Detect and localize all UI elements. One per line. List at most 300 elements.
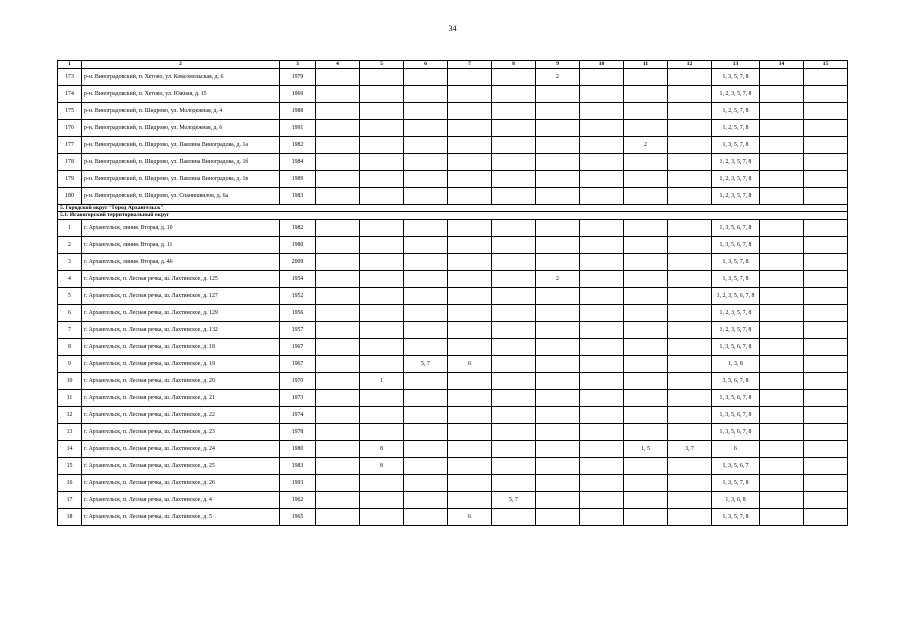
- col9-cell: [536, 137, 580, 154]
- year-cell: 1952: [280, 287, 316, 304]
- col13-cell: 1, 2, 3, 5, 7, 8: [712, 188, 760, 205]
- col9-cell: [536, 372, 580, 389]
- col14-cell: [760, 389, 804, 406]
- col15-cell: [804, 406, 848, 423]
- col6-cell: [404, 423, 448, 440]
- col13-cell: 1, 2, 3, 5, 6, 7, 8: [712, 287, 760, 304]
- row-number-cell: 18: [58, 508, 82, 525]
- col12-cell: [668, 137, 712, 154]
- col14-cell: [760, 491, 804, 508]
- col11-cell: [624, 219, 668, 236]
- table-row: [58, 304, 848, 321]
- row-number-cell: 176: [58, 120, 82, 137]
- col8-cell: [492, 440, 536, 457]
- col10-cell: [580, 219, 624, 236]
- col7-cell: [448, 270, 492, 287]
- col15-cell: [804, 137, 848, 154]
- table-row: [58, 474, 848, 491]
- table-row: [58, 103, 848, 120]
- col12-cell: [668, 338, 712, 355]
- col4-cell: [316, 321, 360, 338]
- col8-cell: [492, 86, 536, 103]
- header-cell: 12: [668, 61, 712, 69]
- col9-cell: [536, 287, 580, 304]
- row-number-cell: 8: [58, 338, 82, 355]
- col5-cell: [360, 304, 404, 321]
- col15-cell: [804, 253, 848, 270]
- year-cell: 1984: [280, 154, 316, 171]
- col4-cell: [316, 120, 360, 137]
- table-row: [58, 423, 848, 440]
- col11-cell: [624, 86, 668, 103]
- col13-cell: 1, 3, 5, 6, 7, 8: [712, 338, 760, 355]
- col8-cell: [492, 474, 536, 491]
- col15-cell: [804, 287, 848, 304]
- row-number-cell: 5: [58, 287, 82, 304]
- col9-cell: [536, 457, 580, 474]
- subsection-heading-label: 5.1. Исакогорский территориальный округ: [58, 212, 848, 219]
- col12-cell: [668, 508, 712, 525]
- col11-cell: 2: [624, 137, 668, 154]
- year-cell: 1978: [280, 423, 316, 440]
- table-row: [58, 457, 848, 474]
- table-row: [58, 355, 848, 372]
- col6-cell: [404, 508, 448, 525]
- col13-cell: 1, 3, 5, 6, 7, 8: [712, 423, 760, 440]
- col7-cell: [448, 120, 492, 137]
- col14-cell: [760, 372, 804, 389]
- table-row: [58, 406, 848, 423]
- col9-cell: [536, 491, 580, 508]
- col10-cell: [580, 321, 624, 338]
- col11-cell: [624, 270, 668, 287]
- col7-cell: [448, 253, 492, 270]
- col14-cell: [760, 304, 804, 321]
- col11-cell: [624, 154, 668, 171]
- page-number: 34: [448, 24, 457, 33]
- col9-cell: [536, 389, 580, 406]
- col14-cell: [760, 253, 804, 270]
- col6-cell: [404, 171, 448, 188]
- col11-cell: [624, 253, 668, 270]
- table-row: [58, 287, 848, 304]
- row-number-cell: 17: [58, 491, 82, 508]
- col14-cell: [760, 508, 804, 525]
- col10-cell: [580, 355, 624, 372]
- col14-cell: [760, 219, 804, 236]
- col6-cell: [404, 440, 448, 457]
- col5-cell: [360, 86, 404, 103]
- col6-cell: [404, 86, 448, 103]
- col15-cell: [804, 440, 848, 457]
- col4-cell: [316, 69, 360, 86]
- col12-cell: [668, 171, 712, 188]
- col15-cell: [804, 491, 848, 508]
- col12-cell: [668, 86, 712, 103]
- header-cell: 13: [712, 61, 760, 69]
- col10-cell: [580, 120, 624, 137]
- header-cell: 9: [536, 61, 580, 69]
- col13-cell: 1, 3, 5, 7, 8: [712, 69, 760, 86]
- col8-cell: [492, 219, 536, 236]
- col9-cell: [536, 304, 580, 321]
- col8-cell: [492, 304, 536, 321]
- col13-cell: 3, 5, 6, 7, 8: [712, 372, 760, 389]
- col15-cell: [804, 355, 848, 372]
- col10-cell: [580, 137, 624, 154]
- col13-cell: 1, 3, 5, 6, 7, 8: [712, 406, 760, 423]
- col7-cell: [448, 440, 492, 457]
- year-cell: 1974: [280, 406, 316, 423]
- col9-cell: [536, 103, 580, 120]
- col9-cell: [536, 508, 580, 525]
- col11-cell: [624, 304, 668, 321]
- address-cell: р-н. Виноградовский, п. Шидрово, ул. Спанишвилов, д. 6а: [82, 188, 280, 205]
- col15-cell: [804, 188, 848, 205]
- table-row: [58, 188, 848, 205]
- col11-cell: [624, 389, 668, 406]
- col6-cell: [404, 236, 448, 253]
- col10-cell: [580, 440, 624, 457]
- header-cell: 7: [448, 61, 492, 69]
- row-number-cell: 179: [58, 171, 82, 188]
- row-number-cell: 177: [58, 137, 82, 154]
- col12-cell: [668, 304, 712, 321]
- col15-cell: [804, 171, 848, 188]
- col9-cell: [536, 321, 580, 338]
- col9-cell: [536, 219, 580, 236]
- header-cell: 11: [624, 61, 668, 69]
- col12-cell: [668, 355, 712, 372]
- col7-cell: [448, 154, 492, 171]
- address-cell: г. Архангельск, линия. Вторая, д. 10: [82, 219, 280, 236]
- header-cell: 8: [492, 61, 536, 69]
- col5-cell: [360, 120, 404, 137]
- table-row: [58, 69, 848, 86]
- col7-cell: [448, 389, 492, 406]
- table-row: [58, 120, 848, 137]
- col15-cell: [804, 69, 848, 86]
- col8-cell: [492, 188, 536, 205]
- address-cell: г. Архангельск, п. Лесная речка, ш. Лахтинское, д. 125: [82, 270, 280, 287]
- col4-cell: [316, 253, 360, 270]
- col4-cell: [316, 270, 360, 287]
- col10-cell: [580, 372, 624, 389]
- col9-cell: [536, 440, 580, 457]
- col14-cell: [760, 103, 804, 120]
- col4-cell: [316, 508, 360, 525]
- table-header-row: [58, 61, 848, 69]
- col13-cell: 1, 3, 5, 6, 7, 8: [712, 389, 760, 406]
- col5-cell: 8: [360, 457, 404, 474]
- col12-cell: [668, 423, 712, 440]
- col12-cell: [668, 188, 712, 205]
- address-cell: г. Архангельск, п. Лесная речка, ш. Лахтинское, д. 132: [82, 321, 280, 338]
- col6-cell: [404, 137, 448, 154]
- col11-cell: [624, 188, 668, 205]
- year-cell: 1957: [280, 321, 316, 338]
- year-cell: 1965: [280, 508, 316, 525]
- col8-cell: [492, 372, 536, 389]
- col11-cell: 1, 5: [624, 440, 668, 457]
- col6-cell: [404, 154, 448, 171]
- col7-cell: [448, 69, 492, 86]
- col8-cell: [492, 508, 536, 525]
- col11-cell: [624, 171, 668, 188]
- col9-cell: [536, 86, 580, 103]
- col9-cell: [536, 171, 580, 188]
- col7-cell: [448, 423, 492, 440]
- col14-cell: [760, 406, 804, 423]
- col8-cell: [492, 171, 536, 188]
- col13-cell: 1, 2, 5, 7, 8: [712, 120, 760, 137]
- col13-cell: 1, 3, 5, 6, 7, 8: [712, 236, 760, 253]
- year-cell: 1989: [280, 171, 316, 188]
- address-cell: р-н. Виноградовский, п. Шидрово, ул. Павлина Виноградова, д. 1а: [82, 137, 280, 154]
- row-number-cell: 6: [58, 304, 82, 321]
- col4-cell: [316, 304, 360, 321]
- col10-cell: [580, 338, 624, 355]
- col10-cell: [580, 491, 624, 508]
- col4-cell: [316, 406, 360, 423]
- col8-cell: [492, 389, 536, 406]
- address-cell: г. Архангельск, линия. Вторая, д. 11: [82, 236, 280, 253]
- year-cell: 1967: [280, 355, 316, 372]
- col5-cell: [360, 154, 404, 171]
- col9-cell: 2: [536, 69, 580, 86]
- header-cell: 6: [404, 61, 448, 69]
- col8-cell: [492, 270, 536, 287]
- col15-cell: [804, 304, 848, 321]
- row-number-cell: 11: [58, 389, 82, 406]
- table-row: [58, 389, 848, 406]
- col5-cell: [360, 69, 404, 86]
- col15-cell: [804, 219, 848, 236]
- col6-cell: [404, 270, 448, 287]
- year-cell: 1988: [280, 103, 316, 120]
- col10-cell: [580, 253, 624, 270]
- year-cell: 1962: [280, 491, 316, 508]
- header-cell: 10: [580, 61, 624, 69]
- col15-cell: [804, 474, 848, 491]
- col10-cell: [580, 287, 624, 304]
- col7-cell: 6: [448, 508, 492, 525]
- col4-cell: [316, 338, 360, 355]
- col11-cell: [624, 491, 668, 508]
- col6-cell: [404, 406, 448, 423]
- col10-cell: [580, 474, 624, 491]
- address-cell: г. Архангельск, п. Лесная речка, ш. Лахтинское, д. 23: [82, 423, 280, 440]
- col13-cell: 1, 3, 5, 7, 8: [712, 137, 760, 154]
- col14-cell: [760, 440, 804, 457]
- col5-cell: [360, 338, 404, 355]
- col9-cell: [536, 120, 580, 137]
- col7-cell: 6: [448, 355, 492, 372]
- col9-cell: [536, 154, 580, 171]
- col7-cell: [448, 304, 492, 321]
- header-cell: 1: [58, 61, 82, 69]
- col11-cell: [624, 406, 668, 423]
- col5-cell: [360, 406, 404, 423]
- col8-cell: [492, 423, 536, 440]
- col10-cell: [580, 389, 624, 406]
- table-row: [58, 86, 848, 103]
- col5-cell: [360, 236, 404, 253]
- col11-cell: [624, 69, 668, 86]
- col5-cell: [360, 137, 404, 154]
- col6-cell: [404, 491, 448, 508]
- address-cell: р-н. Виноградовский, п. Хетово, ул. Комсомольская, д. 6: [82, 69, 280, 86]
- year-cell: 1979: [280, 69, 316, 86]
- col4-cell: [316, 491, 360, 508]
- address-cell: г. Архангельск, п. Лесная речка, ш. Лахтинское, д. 22: [82, 406, 280, 423]
- col15-cell: [804, 103, 848, 120]
- col4-cell: [316, 103, 360, 120]
- col15-cell: [804, 508, 848, 525]
- col13-cell: 1, 3, 5, 6, 7, 8: [712, 219, 760, 236]
- col4-cell: [316, 86, 360, 103]
- year-cell: 2009: [280, 253, 316, 270]
- col14-cell: [760, 137, 804, 154]
- col11-cell: [624, 508, 668, 525]
- col4-cell: [316, 154, 360, 171]
- col4-cell: [316, 219, 360, 236]
- col15-cell: [804, 270, 848, 287]
- year-cell: 1969: [280, 86, 316, 103]
- year-cell: 1982: [280, 219, 316, 236]
- col14-cell: [760, 154, 804, 171]
- table-row: [58, 236, 848, 253]
- col6-cell: [404, 253, 448, 270]
- col14-cell: [760, 321, 804, 338]
- col7-cell: [448, 219, 492, 236]
- table-row: [58, 321, 848, 338]
- col8-cell: [492, 355, 536, 372]
- col14-cell: [760, 287, 804, 304]
- year-cell: 1970: [280, 372, 316, 389]
- col7-cell: [448, 372, 492, 389]
- col9-cell: 2: [536, 270, 580, 287]
- col5-cell: [360, 219, 404, 236]
- col6-cell: [404, 304, 448, 321]
- col7-cell: [448, 474, 492, 491]
- col5-cell: [360, 188, 404, 205]
- col14-cell: [760, 188, 804, 205]
- address-cell: г. Архангельск, п. Лесная речка, ш. Лахтинское, д. 24: [82, 440, 280, 457]
- col13-cell: 1, 3, 5, 7, 8: [712, 270, 760, 287]
- col6-cell: [404, 457, 448, 474]
- col11-cell: [624, 287, 668, 304]
- col15-cell: [804, 86, 848, 103]
- col11-cell: [624, 457, 668, 474]
- row-number-cell: 16: [58, 474, 82, 491]
- col10-cell: [580, 69, 624, 86]
- row-number-cell: 173: [58, 69, 82, 86]
- col6-cell: [404, 219, 448, 236]
- col13-cell: 1, 3, 6, 8: [712, 491, 760, 508]
- col8-cell: [492, 69, 536, 86]
- col7-cell: [448, 236, 492, 253]
- address-cell: г. Архангельск, п. Лесная речка, ш. Лахтинское, д. 26: [82, 474, 280, 491]
- row-number-cell: 14: [58, 440, 82, 457]
- col10-cell: [580, 171, 624, 188]
- row-number-cell: 7: [58, 321, 82, 338]
- col15-cell: [804, 457, 848, 474]
- year-cell: 1967: [280, 338, 316, 355]
- col11-cell: [624, 321, 668, 338]
- col4-cell: [316, 389, 360, 406]
- col14-cell: [760, 474, 804, 491]
- col7-cell: [448, 188, 492, 205]
- col12-cell: [668, 321, 712, 338]
- table-row: [58, 270, 848, 287]
- address-cell: г. Архангельск, п. Лесная речка, ш. Лахтинское, д. 4: [82, 491, 280, 508]
- col8-cell: [492, 321, 536, 338]
- col12-cell: [668, 287, 712, 304]
- col7-cell: [448, 338, 492, 355]
- col10-cell: [580, 188, 624, 205]
- col4-cell: [316, 423, 360, 440]
- col15-cell: [804, 236, 848, 253]
- col5-cell: [360, 103, 404, 120]
- col11-cell: [624, 474, 668, 491]
- col4-cell: [316, 171, 360, 188]
- col15-cell: [804, 423, 848, 440]
- header-cell: 15: [804, 61, 848, 69]
- col12-cell: [668, 236, 712, 253]
- header-cell: 2: [82, 61, 280, 69]
- table-row: [58, 171, 848, 188]
- col5-cell: [360, 287, 404, 304]
- address-cell: р-н. Виноградовский, п. Шидрово, ул. Молодежная, д. 4: [82, 103, 280, 120]
- col11-cell: [624, 236, 668, 253]
- col11-cell: [624, 372, 668, 389]
- year-cell: 1954: [280, 270, 316, 287]
- col13-cell: 1, 2, 3, 5, 7, 8: [712, 304, 760, 321]
- col8-cell: [492, 103, 536, 120]
- table-row: [58, 154, 848, 171]
- col5-cell: [360, 508, 404, 525]
- address-cell: р-н. Виноградовский, п. Шидрово, ул. Павлина Виноградова, д. 1б: [82, 154, 280, 171]
- col7-cell: [448, 287, 492, 304]
- table-row: [58, 253, 848, 270]
- col6-cell: [404, 389, 448, 406]
- col12-cell: [668, 491, 712, 508]
- col4-cell: [316, 236, 360, 253]
- address-cell: г. Архангельск, п. Лесная речка, ш. Лахтинское, д. 18: [82, 338, 280, 355]
- col6-cell: 5, 7: [404, 355, 448, 372]
- col10-cell: [580, 236, 624, 253]
- col7-cell: [448, 86, 492, 103]
- col14-cell: [760, 457, 804, 474]
- col11-cell: [624, 120, 668, 137]
- col12-cell: 3, 7: [668, 440, 712, 457]
- col8-cell: [492, 137, 536, 154]
- year-cell: 1983: [280, 188, 316, 205]
- address-cell: г. Архангельск, п. Лесная речка, ш. Лахтинское, д. 21: [82, 389, 280, 406]
- col6-cell: [404, 474, 448, 491]
- address-cell: г. Архангельск, п. Лесная речка, ш. Лахтинское, д. 25: [82, 457, 280, 474]
- address-cell: г. Архангельск, п. Лесная речка, ш. Лахтинское, д. 5: [82, 508, 280, 525]
- col6-cell: [404, 338, 448, 355]
- table-row: [58, 372, 848, 389]
- col13-cell: 1, 2, 3, 5, 7, 8: [712, 321, 760, 338]
- year-cell: 1980: [280, 440, 316, 457]
- col12-cell: [668, 270, 712, 287]
- col13-cell: 1, 3, 5, 7, 8: [712, 253, 760, 270]
- col8-cell: [492, 120, 536, 137]
- table-row: [58, 440, 848, 457]
